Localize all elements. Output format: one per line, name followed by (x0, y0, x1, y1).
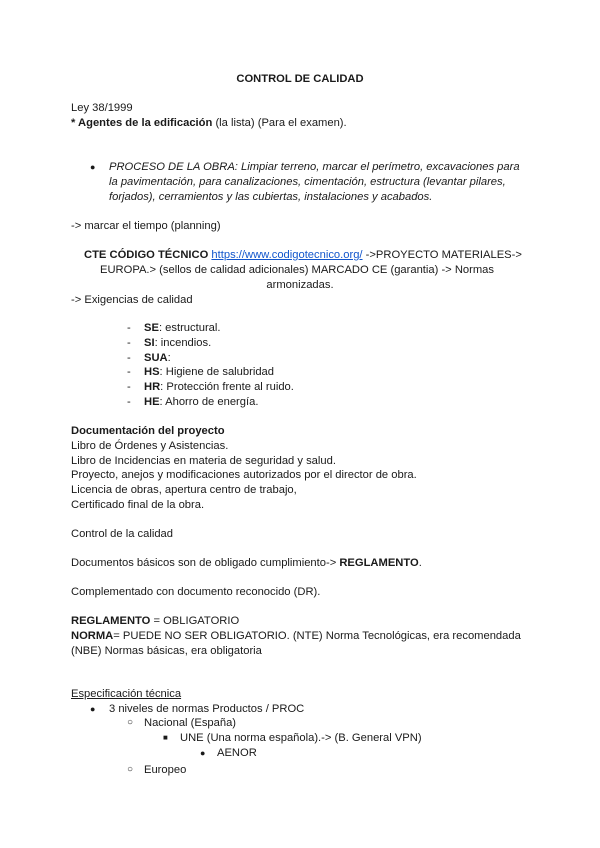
requirement-text: : Ahorro de energía. (159, 396, 259, 408)
requirement-code: HE (144, 396, 160, 408)
law-reference: Ley 38/1999 (71, 102, 133, 114)
codigotecnico-link[interactable]: https://www.codigotecnico.org/ (211, 249, 363, 261)
aenor-item: AENOR (217, 747, 257, 759)
norma-line-1 (71, 629, 521, 643)
norma-bold: NORMA (71, 630, 114, 642)
dash-marker: - (127, 381, 131, 393)
list-item (144, 336, 211, 350)
documentacion-heading: Documentación del proyecto (71, 425, 225, 437)
list-item (144, 380, 294, 394)
list-item (144, 321, 221, 335)
square-bullet-icon: ■ (163, 733, 168, 742)
une-item: UNE (Una norma española).-> (B. General VPN) (180, 732, 422, 744)
planning-note: -> marcar el tiempo (planning) (71, 220, 221, 232)
complementado-line: Complementado con documento reconocido (DR). (71, 586, 321, 598)
documentacion-line: Certificado final de la obra. (71, 499, 205, 511)
requirement-text: : Protección frente al ruido. (160, 381, 294, 393)
requirement-text: : Higiene de salubridad (159, 366, 274, 378)
cte-rest: ->PROYECTO MATERIALES-> (362, 249, 522, 261)
proceso-line-1: PROCESO DE LA OBRA: Limpiar terreno, marcar el perímetro, excavaciones para (109, 161, 520, 173)
control-heading: Control de la calidad (71, 528, 173, 540)
exigencias-heading: -> Exigencias de calidad (71, 294, 193, 306)
especificacion-heading: Especificación técnica (71, 688, 182, 700)
cte-line-2: EUROPA.> (sellos de calidad adicionales) MARCADO CE (garantia) -> Normas (100, 264, 494, 276)
norma-rest: = PUEDE NO SER OBLIGATORIO. (NTE) Norma Tecnológicas, era recomendada (113, 630, 521, 642)
agents-bold: Agentes de la edificación (78, 117, 213, 129)
documentos-text: Documentos básicos son de obligado cumplimiento-> (71, 557, 340, 569)
requirement-code: SE (144, 322, 159, 334)
agents-line (71, 116, 347, 130)
documentacion-line: Libro de Órdenes y Asistencias. (71, 440, 229, 452)
documentos-bold: REGLAMENTO (339, 557, 419, 569)
cte-line-1 (84, 248, 522, 262)
cte-line-3: armonizadas. (266, 279, 334, 291)
dash-marker: - (127, 322, 131, 334)
reglamento-rest: = OBLIGATORIO (150, 615, 240, 627)
list-item (144, 395, 258, 409)
dash-marker: - (127, 352, 131, 364)
reglamento-bold: REGLAMENTO (71, 615, 151, 627)
bullet-icon: ● (200, 748, 206, 758)
niveles-item: 3 niveles de normas Productos / PROC (109, 703, 305, 715)
requirement-code: SUA (144, 352, 168, 364)
list-item (144, 365, 274, 379)
documentos-line (71, 556, 422, 570)
agents-prefix: * (71, 117, 79, 129)
requirement-code: HS (144, 366, 160, 378)
requirement-code: HR (144, 381, 161, 393)
cte-bold: CTE CÓDIGO TÉCNICO (84, 249, 209, 261)
bullet-icon: ● (90, 704, 96, 714)
agents-rest: (la lista) (Para el examen). (212, 117, 347, 129)
documentacion-line: Licencia de obras, apertura centro de trabajo, (71, 484, 297, 496)
requirement-text: : (167, 352, 171, 364)
list-item (144, 351, 171, 365)
bullet-icon: ● (90, 162, 96, 172)
europeo-item: Europeo (144, 764, 187, 776)
documentos-end: . (418, 557, 422, 569)
proceso-line-3: forjados), cerramientos y las cubiertas, instalaciones y acabados. (109, 191, 433, 203)
norma-line-2: (NBE) Normas básicas, era obligatoria (71, 645, 262, 657)
dash-marker: - (127, 396, 131, 408)
page-title: CONTROL DE CALIDAD (236, 73, 364, 85)
documentacion-line: Libro de Incidencias en materia de seguridad y salud. (71, 455, 336, 467)
requirement-text: : estructural. (158, 322, 221, 334)
requirement-code: SI (144, 337, 155, 349)
nacional-item: Nacional (España) (144, 717, 237, 729)
proceso-line-2: la pavimentación, para canalizaciones, cimentación, estructura (levantar pilares, (109, 176, 506, 188)
dash-marker: - (127, 337, 131, 349)
dash-marker: - (127, 366, 131, 378)
circle-bullet-icon: ○ (127, 764, 134, 775)
reglamento-line (71, 614, 239, 628)
documentacion-line: Proyecto, anejos y modificaciones autorizados por el director de obra. (71, 469, 417, 481)
circle-bullet-icon: ○ (127, 717, 134, 728)
requirement-text: : incendios. (154, 337, 212, 349)
